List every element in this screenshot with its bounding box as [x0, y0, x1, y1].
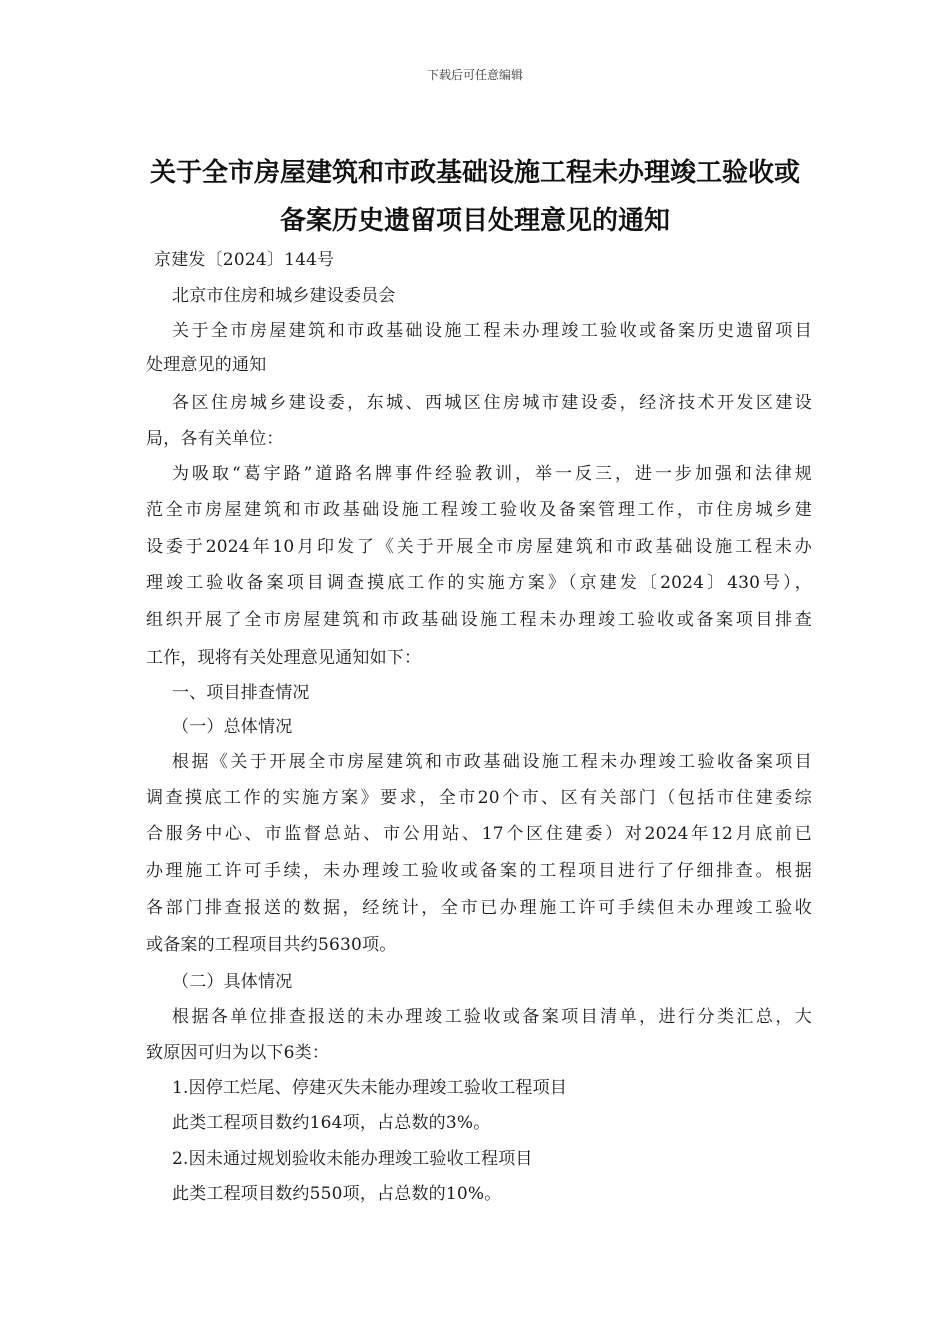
category-1-title: 1.因停工烂尾、停建灭失未能办理竣工验收工程项目: [172, 1078, 568, 1098]
document-title-line-1: 关于全市房屋建筑和市政基础设施工程未办理竣工验收或: [149, 158, 800, 188]
category-2-title: 2.因未通过规划验收未能办理竣工验收工程项目: [172, 1149, 533, 1169]
intro-line-2: 范全市房屋建筑和市政基础设施工程竣工验收及备案管理工作，市住房城乡建: [146, 500, 812, 520]
category-1-text: 此类工程项目数约164项，占总数的3%。: [172, 1113, 491, 1133]
overall-line-1: 根据《关于开展全市房屋建筑和市政基础设施工程未办理竣工验收备案项目: [172, 752, 812, 772]
overall-line-2: 调查摸底工作的实施方案》要求，全市20个市、区有关部门（包括市住建委综: [146, 788, 812, 808]
subject-line-2: 处理意见的通知: [146, 355, 267, 375]
subject-line-1: 关于全市房屋建筑和市政基础设施工程未办理竣工验收或备案历史遗留项目: [172, 321, 812, 341]
section-1-heading: 一、项目排查情况: [172, 683, 310, 703]
subsection-1-heading: （一）总体情况: [172, 717, 293, 737]
subsection-2-heading: （二）具体情况: [172, 972, 293, 992]
intro-line-4: 理竣工验收备案项目调查摸底工作的实施方案》（京建发〔2024〕430号），: [146, 573, 812, 593]
addressee-line-1: 各区住房城乡建设委，东城、西城区住房城市建设委，经济技术开发区建设: [172, 393, 812, 413]
intro-line-3: 设委于2024年10月印发了《关于开展全市房屋建筑和市政基础设施工程未办: [146, 537, 812, 557]
category-2-text: 此类工程项目数约550项，占总数的10%。: [172, 1184, 502, 1204]
details-line-2: 致原因可归为以下6类：: [146, 1043, 330, 1063]
overall-line-4: 办理施工许可手续，未办理竣工验收或备案的工程项目进行了仔细排查。根据: [146, 861, 812, 881]
addressee-line-2: 局，各有关单位：: [146, 429, 284, 449]
overall-line-3: 合服务中心、市监督总站、市公用站、17个区住建委）对2024年12月底前已: [146, 824, 812, 844]
intro-line-6: 工作，现将有关处理意见通知如下：: [146, 648, 422, 668]
details-line-1: 根据各单位排查报送的未办理竣工验收或备案项目清单，进行分类汇总，大: [172, 1007, 812, 1027]
overall-line-5: 各部门排查报送的数据，经统计，全市已办理施工许可手续但未办理竣工验收: [146, 898, 812, 918]
intro-line-5: 组织开展了全市房屋建筑和市政基础设施工程未办理竣工验收或备案项目排查: [146, 610, 812, 630]
document-title-line-2: 备案历史遗留项目处理意见的通知: [279, 206, 670, 236]
issuer: 北京市住房和城乡建设委员会: [172, 286, 396, 306]
header-note: 下载后可任意编辑: [426, 68, 523, 82]
document-number: 京建发〔2024〕144号: [154, 250, 335, 270]
intro-line-1: 为吸取“葛宇路”道路名牌事件经验教训，举一反三，进一步加强和法律规: [172, 464, 812, 484]
overall-line-6: 或备案的工程项目共约5630项。: [146, 935, 397, 955]
